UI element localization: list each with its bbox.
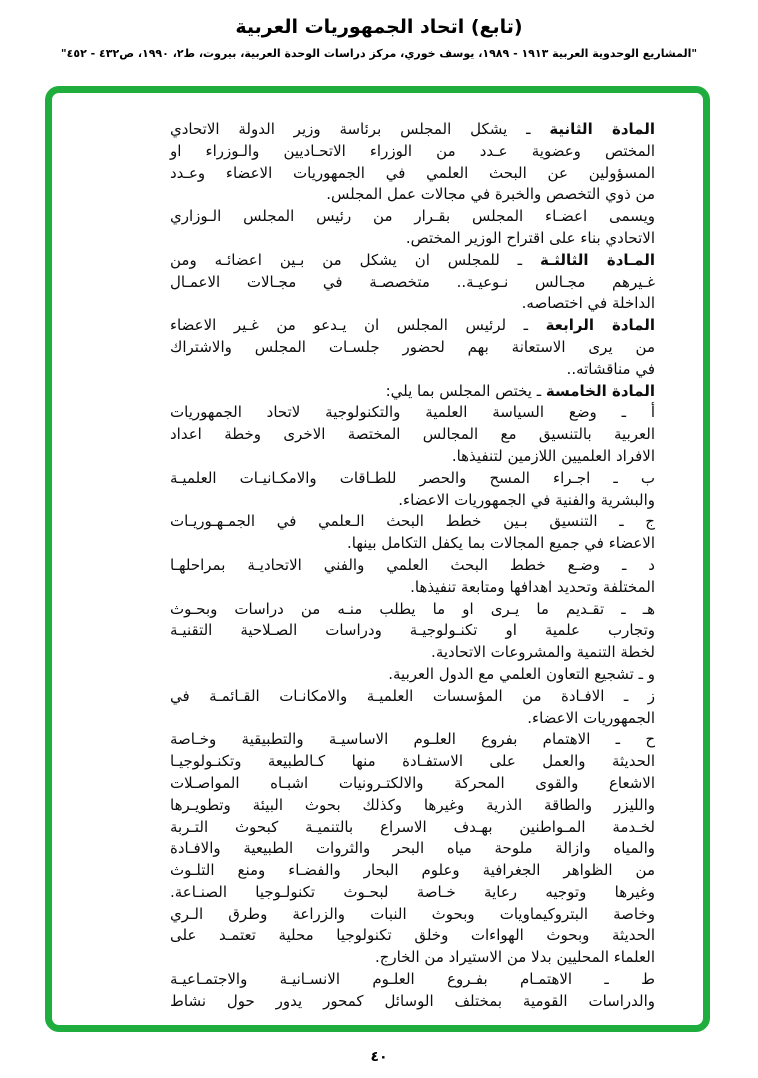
- text-line: [170, 599, 655, 621]
- line-text: وخاصة البتروكيماويات وبحوث النبات والزراعة وطرق الـري: [170, 904, 655, 923]
- text-line: [170, 577, 655, 599]
- page-title: (تابع) اتحاد الجمهوريات العربية: [235, 16, 523, 38]
- line-text: ـ يختص المجلس بما يلي:: [385, 381, 546, 400]
- text-line: [170, 664, 655, 686]
- text-line: [170, 947, 655, 969]
- article-heading: المادة الثانية: [549, 120, 656, 138]
- line-text: الداخلة في اختصاصه.: [521, 294, 655, 313]
- text-line: [170, 293, 655, 315]
- text-line: [170, 751, 655, 773]
- text-line: [170, 795, 655, 817]
- text-line: [170, 206, 655, 228]
- page-header: [0, 0, 758, 60]
- line-text: الجمهوريات الاعضاء.: [527, 708, 655, 727]
- text-line: [170, 729, 655, 751]
- text-line: [170, 773, 655, 795]
- line-text: الحديثة والعمل على الاستفـادة منها كـالطبيعة وتكنـولوجيـا: [170, 752, 655, 771]
- line-text: ب ـ اجـراء المسح والحصر للطـاقات والامكـانيـات العلميـة: [170, 468, 655, 487]
- line-text: ط ـ الاهتمـام بفـروع العلـوم الانسـانيـة والاجتمـاعيـة: [170, 970, 655, 989]
- line-text: والمياه وازالة ملوحة مياه البحر والثروات الطبيعية والافـادة: [170, 839, 655, 858]
- text-line: [170, 925, 655, 947]
- text-line: [170, 141, 655, 163]
- text-line: [170, 969, 655, 991]
- page-footer: [0, 1046, 758, 1065]
- text-line: [170, 402, 655, 424]
- line-text: وتجارب علمية او تكنـولوجيـة ودراسات الصـلاحية التقنيـة: [170, 621, 655, 640]
- line-text: الاعضاء في جميع المجالات بما يكفل التكامل بينها.: [347, 534, 655, 553]
- line-text: الافراد العلميين اللازمين لتنفيذها.: [451, 446, 655, 465]
- text-line: [170, 620, 655, 642]
- line-text: د ـ وضـع خطط البحث العلمي والفني الاتحاديـة بمراحلهـا: [170, 555, 655, 574]
- line-text: المسؤولين عن البحث العلمي في الجمهوريات الاعضاء وعـدد: [170, 163, 655, 182]
- line-text: أ ـ وضع السياسة العلمية والتكنولوجية لاتحاد الجمهوريات: [170, 403, 655, 422]
- line-text: لخطة التنمية والمشروعات الاتحادية.: [431, 643, 655, 662]
- text-line: [170, 533, 655, 555]
- text-line: [170, 642, 655, 664]
- line-text: من يرى الاستعانة بهم لحضور جلسـات المجلس والاشتراك: [170, 337, 655, 356]
- text-line: [170, 904, 655, 926]
- text-line: [170, 250, 655, 272]
- text-line: [170, 119, 655, 141]
- text-line: [170, 882, 655, 904]
- text-line: [170, 184, 655, 206]
- text-line: [170, 359, 655, 381]
- text-line: [170, 860, 655, 882]
- line-text: المختلفة وتحديد اهدافها ومتابعة تنفيذها.: [410, 577, 655, 596]
- line-text: من الظواهر الجغرافية وعلوم البحار والفضـاء ومنع التلـوث: [170, 861, 655, 880]
- text-line: [170, 446, 655, 468]
- line-text: من ذوي التخصص والخبرة في مجالات عمل المجلس.: [326, 185, 655, 204]
- article-heading: المادة الخامسة: [545, 381, 655, 400]
- article-heading: المادة الرابعة: [545, 316, 655, 335]
- line-text: والدراسات القومية بمختلف الوسائل كمحور يدور حول نشاط: [170, 991, 655, 1010]
- line-text: غـيرهم مجـالس نـوعيـة.. متخصصـة في مجـالات الاعمـال: [170, 272, 655, 291]
- text-line: [170, 490, 655, 512]
- line-text: ويسمى اعضـاء المجلس بقـرار من رئيس المجلس الـوزاري: [170, 207, 655, 226]
- text-line: [170, 228, 655, 250]
- line-text: العربية بالتنسيق مع المجالس المختصة الاخرى وخطة اعداد: [170, 425, 655, 444]
- text-line: [170, 381, 655, 403]
- line-text: المختص وعضوية عـدد من الوزراء الاتحـاديين والـوزراء او: [170, 141, 655, 160]
- article-text-column: [170, 119, 655, 1013]
- source-citation: "المشاريع الوحدوية العربية ١٩١٣ - ١٩٨٩، يوسف خوري، مركز دراسات الوحدة العربية، بيروت، ط٢، ١٩٩٠، ص٤٣٢ - ٤٥٢": [60, 47, 698, 60]
- line-text: هـ ـ تقـديم ما يـرى او ما يطلب منـه من دراسات وبحـوث: [170, 599, 655, 618]
- article-heading: المـادة الثالثـة: [539, 250, 655, 269]
- line-text: والليزر والطاقة الذرية وغيرها وكذلك بحوث البيئة وتطويـرها: [170, 795, 655, 814]
- line-text: ج ـ التنسيق بـين خطط البحث الـعلمي في الجمـهـوريـات: [170, 512, 655, 531]
- text-line: [170, 991, 655, 1013]
- text-line: [170, 555, 655, 577]
- text-line: [170, 511, 655, 533]
- text-line: [170, 424, 655, 446]
- line-text: والبشرية والفنية في الجمهوريات الاعضاء.: [398, 490, 655, 509]
- line-text: في مناقشاته..: [566, 359, 655, 378]
- text-line: [170, 686, 655, 708]
- text-line: [170, 163, 655, 185]
- text-line: [170, 315, 655, 337]
- highlight-box: [45, 86, 710, 1032]
- line-text: ـ للمجلس ان يشكل من بـين اعضائـه ومن: [170, 250, 540, 269]
- line-text: ـ لرئيس المجلس ان يـدعو من غـير الاعضاء: [170, 316, 546, 335]
- text-line: [170, 838, 655, 860]
- text-line: [170, 468, 655, 490]
- line-text: الاتحادي بناء على اقتراح الوزير المختص.: [405, 228, 655, 247]
- text-line: [170, 337, 655, 359]
- line-text: وغيرها وتوجيه رعاية خـاصة لبحـوث تكنولـوجيا الصنـاعة.: [170, 882, 655, 901]
- text-line: [170, 817, 655, 839]
- text-line: [170, 708, 655, 730]
- line-text: الحديثة وبحوث الهواءات وخلق تكنولوجيا محلية تعتمـد على: [170, 926, 655, 945]
- text-line: [170, 272, 655, 294]
- page-number: ٤٠: [370, 1049, 388, 1065]
- line-text: ز ـ الافـادة من المؤسسات العلميـة والامكانـات القـائمـة في: [170, 686, 655, 705]
- line-text: و ـ تشجيع التعاون العلمي مع الدول العربية.: [388, 664, 655, 683]
- line-text: الاشعاع والقوى المحركة والالكتـرونيات اشبـاه المواصـلات: [170, 773, 655, 792]
- line-text: العلماء المحليين بدلا من الاستيراد من الخارج.: [374, 948, 655, 967]
- line-text: ـ يشكل المجلس برئاسة وزير الدولة الاتحادي: [170, 120, 550, 138]
- line-text: ح ـ الاهتمام بفروع العلـوم الاساسيـة والتطبيقية وخـاصة: [170, 730, 655, 749]
- line-text: لخـدمة المـواطنين بهـدف الاسراع بالتنميـة كبحوث التـربة: [170, 817, 655, 836]
